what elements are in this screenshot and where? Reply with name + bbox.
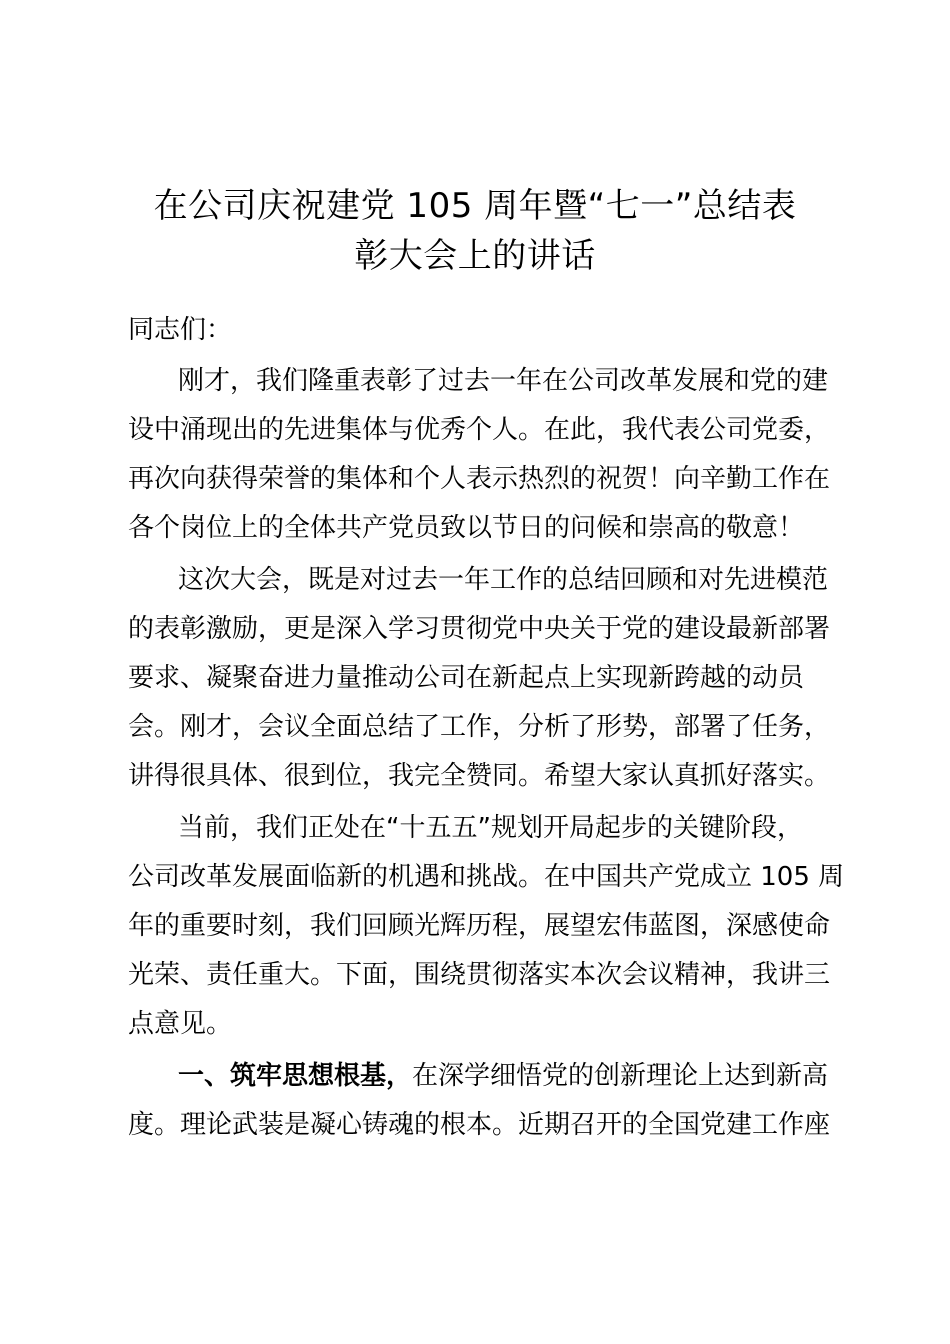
paragraph-2-line-4: 会。刚才，会议全面总结了工作，分析了形势，部署了任务， (128, 712, 831, 742)
paragraph-1-line-2: 设中涌现出的先进集体与优秀个人。在此，我代表公司党委， (128, 415, 831, 445)
paragraph-2-line-1: 这次大会，既是对过去一年工作的总结回顾和对先进模范 (178, 565, 829, 595)
document-title-line-1: 在公司庆祝建党 105 周年暨“七一”总结表 (153, 186, 797, 226)
paragraph-1-line-1: 刚才，我们隆重表彰了过去一年在公司改革发展和党的建 (178, 366, 829, 396)
paragraph-4-line-2: 度。理论武装是凝心铸魂的根本。近期召开的全国党建工作座 (128, 1110, 831, 1140)
document-title-line-2: 彰大会上的讲话 (354, 236, 596, 276)
paragraph-3-line-1: 当前，我们正处在“十五五”规划开局起步的关键阶段， (178, 813, 803, 843)
section-heading-1: 一、筑牢思想根基， (178, 1061, 413, 1091)
paragraph-2-line-5: 讲得很具体、很到位，我完全赞同。希望大家认真抓好落实。 (128, 761, 831, 791)
paragraph-1-line-4: 各个岗位上的全体共产党员致以节日的问候和崇高的敬意！ (128, 513, 805, 543)
paragraph-4-line-1 (178, 1056, 838, 1096)
salutation: 同志们： (128, 315, 233, 345)
paragraph-3-line-2: 公司改革发展面临新的机遇和挑战。在中国共产党成立 105 周 (128, 862, 845, 892)
paragraph-4-line-1-text: 在深学细悟党的创新理论上达到新高 (412, 1061, 829, 1091)
paragraph-3-line-5: 点意见。 (128, 1009, 233, 1039)
paragraph-2-line-3: 要求、凝聚奋进力量推动公司在新起点上实现新跨越的动员 (128, 663, 805, 693)
paragraph-3-line-4: 光荣、责任重大。下面，围绕贯彻落实本次会议精神，我讲三 (128, 960, 831, 990)
paragraph-1-line-3: 再次向获得荣誉的集体和个人表示热烈的祝贺！向辛勤工作在 (128, 464, 831, 494)
paragraph-3-line-3: 年的重要时刻，我们回顾光辉历程，展望宏伟蓝图，深感使命 (128, 911, 831, 941)
paragraph-2-line-2: 的表彰激励，更是深入学习贯彻党中央关于党的建设最新部署 (128, 614, 831, 644)
